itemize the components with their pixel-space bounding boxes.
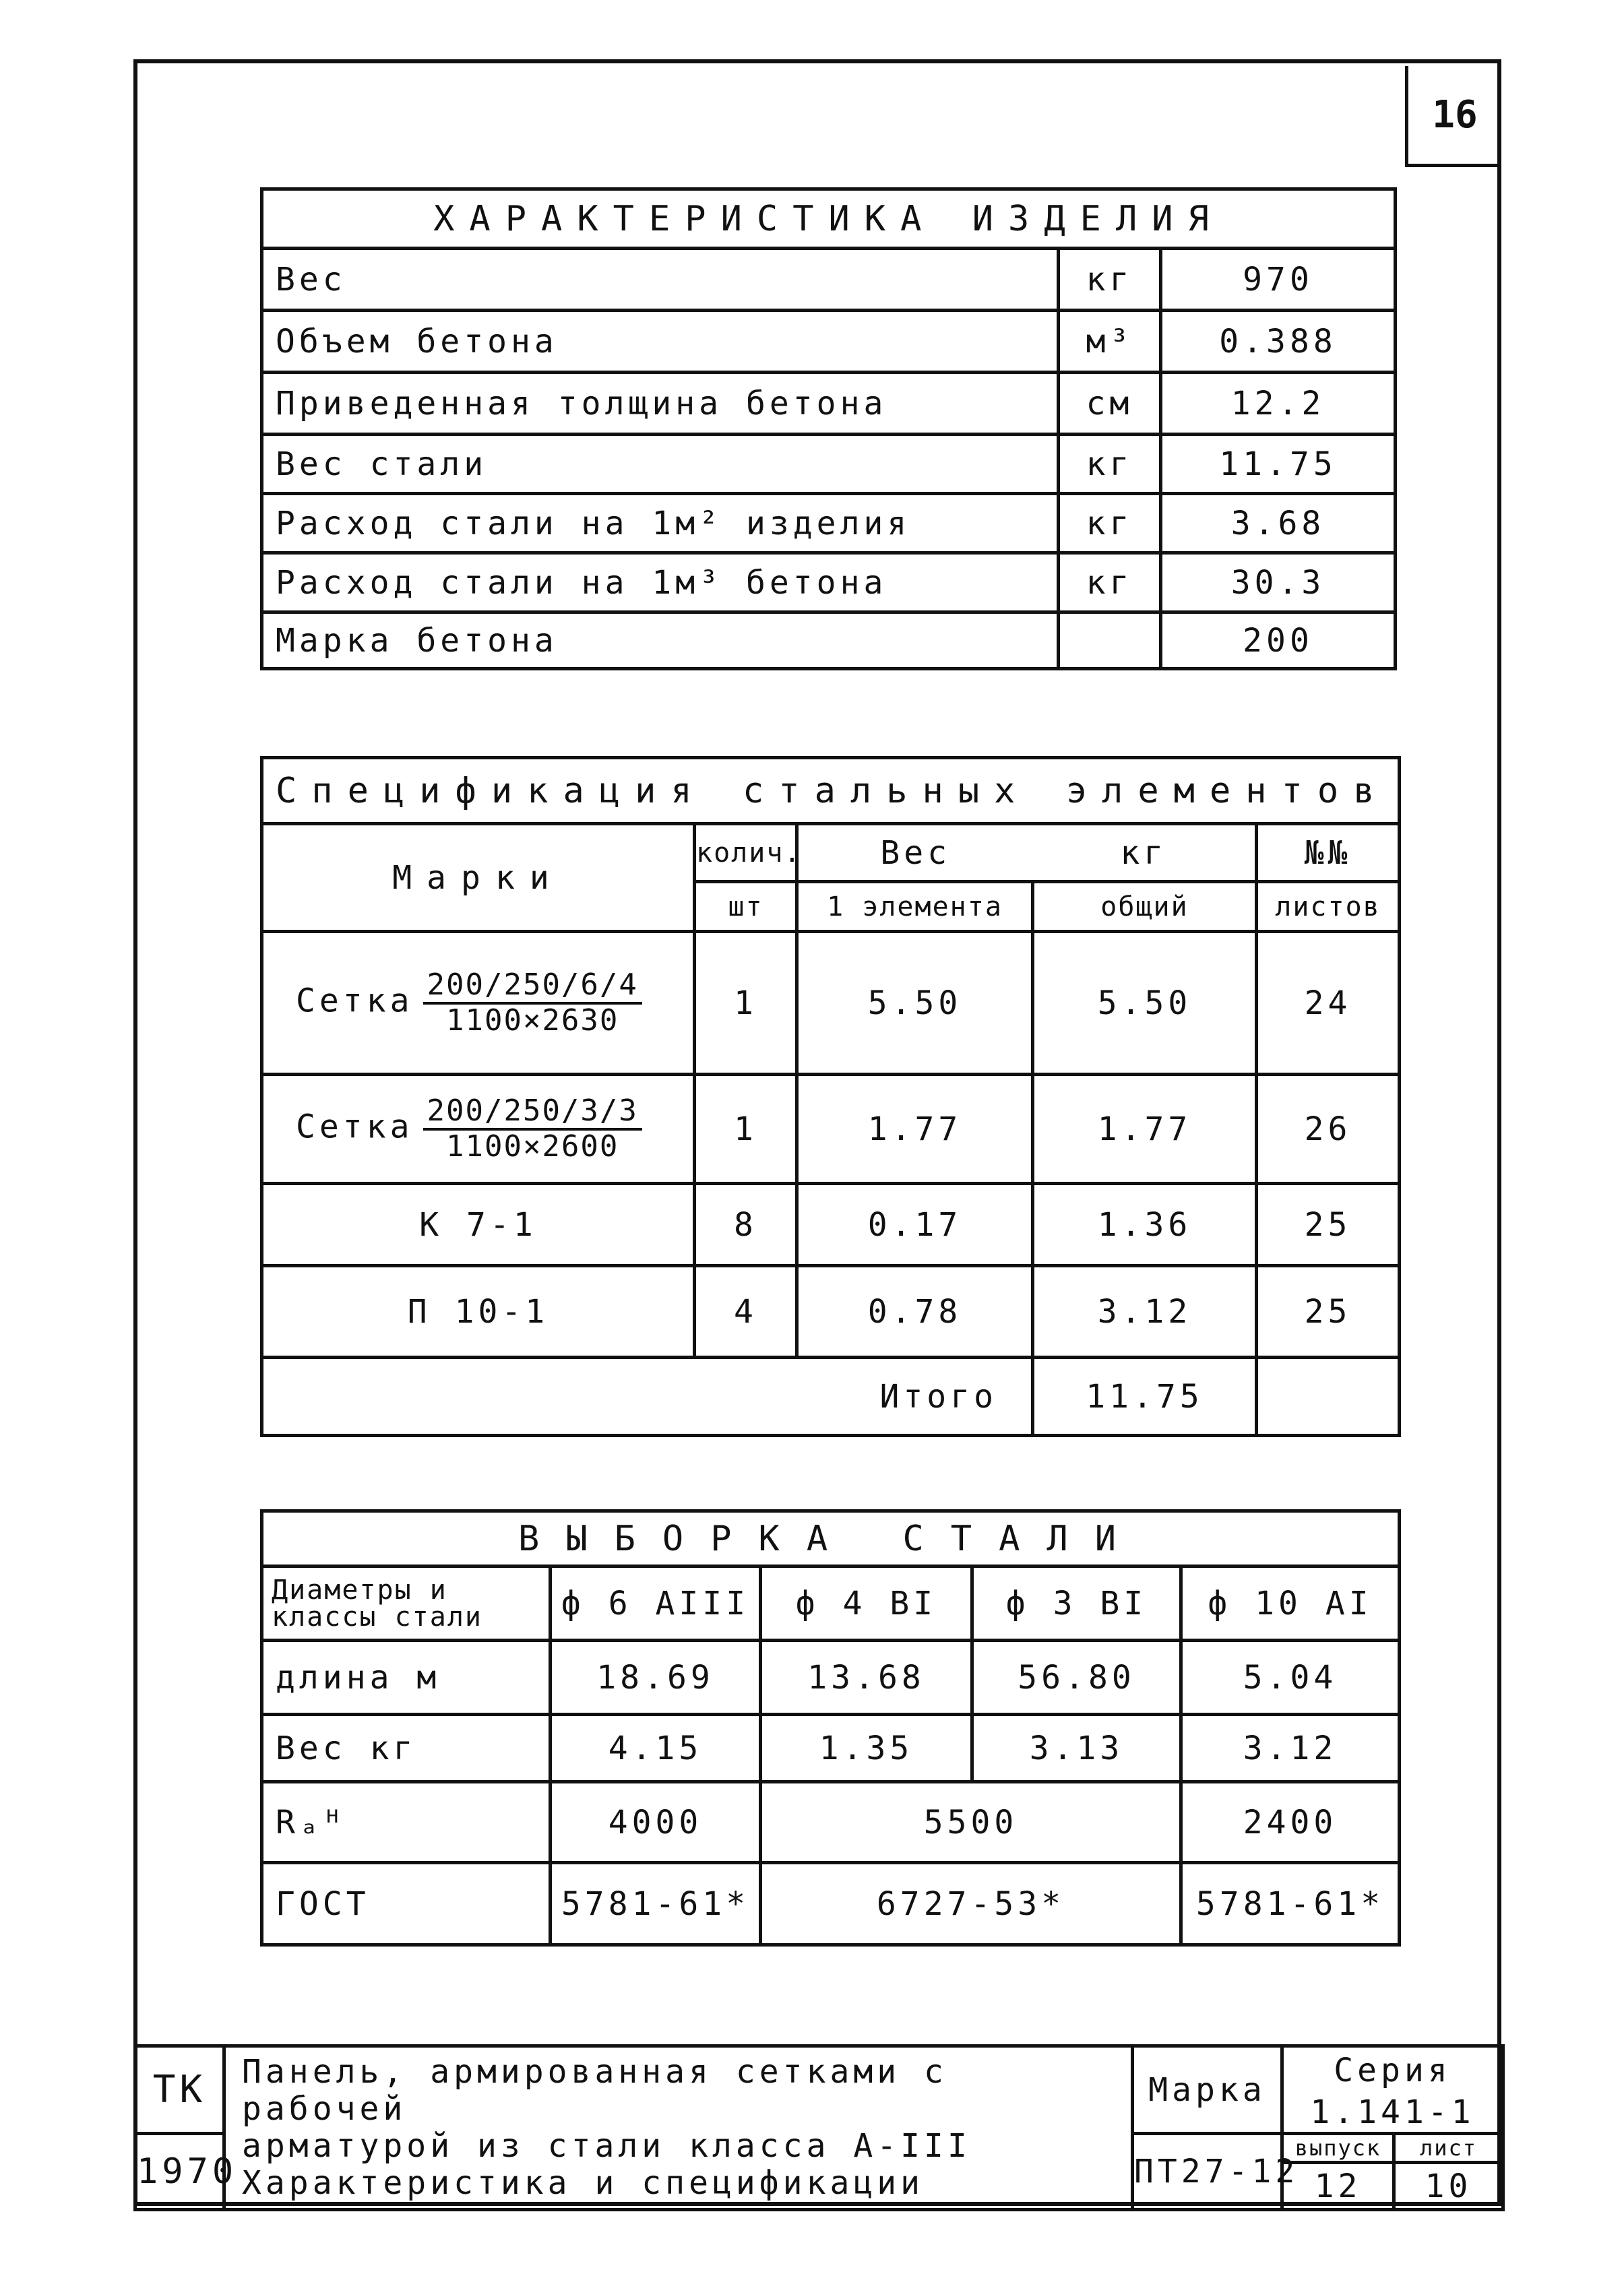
- char-name: Вес: [262, 249, 1059, 311]
- spec-header-qty: колич.: [695, 824, 797, 882]
- title-text: [224, 2046, 1133, 2210]
- spec-sheet: 25: [1257, 1266, 1400, 1358]
- spec-mark-fraction: [423, 969, 642, 1037]
- series-label: Серия: [1282, 2046, 1503, 2093]
- table-row: [262, 612, 1396, 669]
- char-value: 11.75: [1161, 435, 1396, 494]
- spec-header-sheets-sub: листов: [1257, 882, 1400, 932]
- char-value: 0.388: [1161, 311, 1396, 373]
- table-row: [262, 1641, 1400, 1715]
- char-unit: см: [1059, 373, 1161, 435]
- spec-total: 5.50: [1033, 932, 1257, 1075]
- table-row: [262, 373, 1396, 435]
- steel-length: 56.80: [972, 1641, 1181, 1715]
- table-row: [262, 1266, 1400, 1358]
- steel-gost: 5781-61*: [551, 1863, 761, 1945]
- steel-weight: 3.12: [1181, 1715, 1400, 1782]
- table-row: [262, 932, 1400, 1075]
- char-unit: кг: [1059, 553, 1161, 612]
- spec-sheet: 25: [1257, 1184, 1400, 1266]
- characteristics-title: ХАРАКТЕРИСТИКА ИЗДЕЛИЯ: [262, 189, 1396, 249]
- sheet-label: лист: [1394, 2134, 1503, 2163]
- char-value: 970: [1161, 249, 1396, 311]
- spec-total: 1.36: [1033, 1184, 1257, 1266]
- characteristics-table: [260, 187, 1397, 670]
- series-value: 1.141-1: [1282, 2093, 1503, 2134]
- table-row: [262, 1358, 1400, 1436]
- steel-weight: 1.35: [761, 1715, 972, 1782]
- table-row: [262, 435, 1396, 494]
- table-row: [262, 1075, 1400, 1184]
- title-line-2: арматурой из стали класса А-III: [242, 2127, 971, 2165]
- steel-weight: 3.13: [972, 1715, 1181, 1782]
- issue-label: выпуск: [1282, 2134, 1394, 2163]
- table-row: [262, 1782, 1400, 1863]
- table-row: [262, 553, 1396, 612]
- mark-label: Марка: [1133, 2046, 1282, 2134]
- spec-header-qty-unit: шт: [695, 882, 797, 932]
- sheet-value: 10: [1394, 2163, 1503, 2210]
- char-value: 3.68: [1161, 494, 1396, 553]
- char-unit: кг: [1059, 435, 1161, 494]
- title-year: 1970: [135, 2134, 224, 2210]
- title-block: [133, 2044, 1505, 2211]
- spec-mark: П 10-1: [262, 1266, 695, 1358]
- fraction-numerator: 200/250/3/3: [423, 1095, 642, 1130]
- spec-mark: Сетка: [296, 1108, 414, 1146]
- steel-length-label: длина м: [262, 1641, 551, 1715]
- spec-qty: 8: [695, 1184, 797, 1266]
- table-row: [262, 1715, 1400, 1782]
- steel-ra: 5500: [761, 1782, 1181, 1863]
- issue-value: 12: [1282, 2163, 1394, 2210]
- fraction-denominator: 1100×2630: [445, 1003, 619, 1038]
- spec-mark-fraction: [423, 1095, 642, 1163]
- steel-weight-label: Вес кг: [262, 1715, 551, 1782]
- steel-col: ф 6 АIII: [551, 1567, 761, 1641]
- char-unit: кг: [1059, 494, 1161, 553]
- char-unit: кг: [1059, 249, 1161, 311]
- spec-total-empty: [1257, 1358, 1400, 1436]
- table-row: [262, 494, 1396, 553]
- char-value: 200: [1161, 612, 1396, 669]
- steel-gost: 6727-53*: [761, 1863, 1181, 1945]
- spec-mark-cell: [262, 1075, 695, 1184]
- fraction-numerator: 200/250/6/4: [423, 969, 642, 1004]
- char-name: Приведенная толщина бетона: [262, 373, 1059, 435]
- char-value: 30.3: [1161, 553, 1396, 612]
- char-unit: м³: [1059, 311, 1161, 373]
- steel-ra: 4000: [551, 1782, 761, 1863]
- steel-title: ВЫБОРКА СТАЛИ: [262, 1511, 1400, 1567]
- spec-sheet: 26: [1257, 1075, 1400, 1184]
- spec-per-element: 1.77: [797, 1075, 1033, 1184]
- spec-total-value: 11.75: [1033, 1358, 1257, 1436]
- specification-title: Спецификация стальных элементов: [262, 758, 1400, 824]
- title-org: ТК: [135, 2046, 224, 2134]
- spec-per-element: 0.17: [797, 1184, 1033, 1266]
- spec-header-mark: Марки: [262, 824, 695, 932]
- spec-header-total: общий: [1033, 882, 1257, 932]
- steel-ra: 2400: [1181, 1782, 1400, 1863]
- spec-mark: Сетка: [296, 982, 414, 1020]
- steel-length: 5.04: [1181, 1641, 1400, 1715]
- spec-mark: К 7-1: [262, 1184, 695, 1266]
- spec-qty: 1: [695, 1075, 797, 1184]
- steel-table: [260, 1509, 1401, 1947]
- steel-length: 18.69: [551, 1641, 761, 1715]
- steel-gost: 5781-61*: [1181, 1863, 1400, 1945]
- spec-header-weight-unit: кг: [1033, 824, 1257, 882]
- sheet-number: 16: [1405, 66, 1501, 167]
- char-name: Расход стали на 1м² изделия: [262, 494, 1059, 553]
- fraction-denominator: 1100×2600: [445, 1129, 619, 1164]
- steel-col: ф 3 ВI: [972, 1567, 1181, 1641]
- spec-header-weight: Вес: [797, 824, 1033, 882]
- steel-col: ф 10 АI: [1181, 1567, 1400, 1641]
- table-row: [262, 311, 1396, 373]
- title-line-1: Панель, армированная сетками с рабочей: [242, 2052, 947, 2128]
- steel-col: ф 4 ВI: [761, 1567, 972, 1641]
- spec-qty: 4: [695, 1266, 797, 1358]
- steel-weight: 4.15: [551, 1715, 761, 1782]
- char-name: Вес стали: [262, 435, 1059, 494]
- steel-length: 13.68: [761, 1641, 972, 1715]
- mark-value: ПТ27-12: [1133, 2134, 1282, 2210]
- steel-gost-label: ГОСТ: [262, 1863, 551, 1945]
- title-line-3: Характеристика и спецификации: [242, 2164, 925, 2203]
- spec-qty: 1: [695, 932, 797, 1075]
- char-name: Марка бетона: [262, 612, 1059, 669]
- spec-per-element: 0.78: [797, 1266, 1033, 1358]
- steel-ra-label: Rₐᴴ: [262, 1782, 551, 1863]
- spec-total-label: Итого: [262, 1358, 1033, 1436]
- char-unit: [1059, 612, 1161, 669]
- steel-header-label: Диаметры и классы стали: [262, 1567, 551, 1641]
- spec-header-sheets: №№: [1257, 824, 1400, 882]
- char-name: Объем бетона: [262, 311, 1059, 373]
- spec-sheet: 24: [1257, 932, 1400, 1075]
- spec-total: 1.77: [1033, 1075, 1257, 1184]
- char-value: 12.2: [1161, 373, 1396, 435]
- specification-table: [260, 756, 1401, 1437]
- spec-header-per-element: 1 элемента: [797, 882, 1033, 932]
- table-row: [262, 1184, 1400, 1266]
- table-row: [262, 249, 1396, 311]
- spec-total: 3.12: [1033, 1266, 1257, 1358]
- table-row: [262, 1863, 1400, 1945]
- spec-per-element: 5.50: [797, 932, 1033, 1075]
- spec-mark-cell: [262, 932, 695, 1075]
- char-name: Расход стали на 1м³ бетона: [262, 553, 1059, 612]
